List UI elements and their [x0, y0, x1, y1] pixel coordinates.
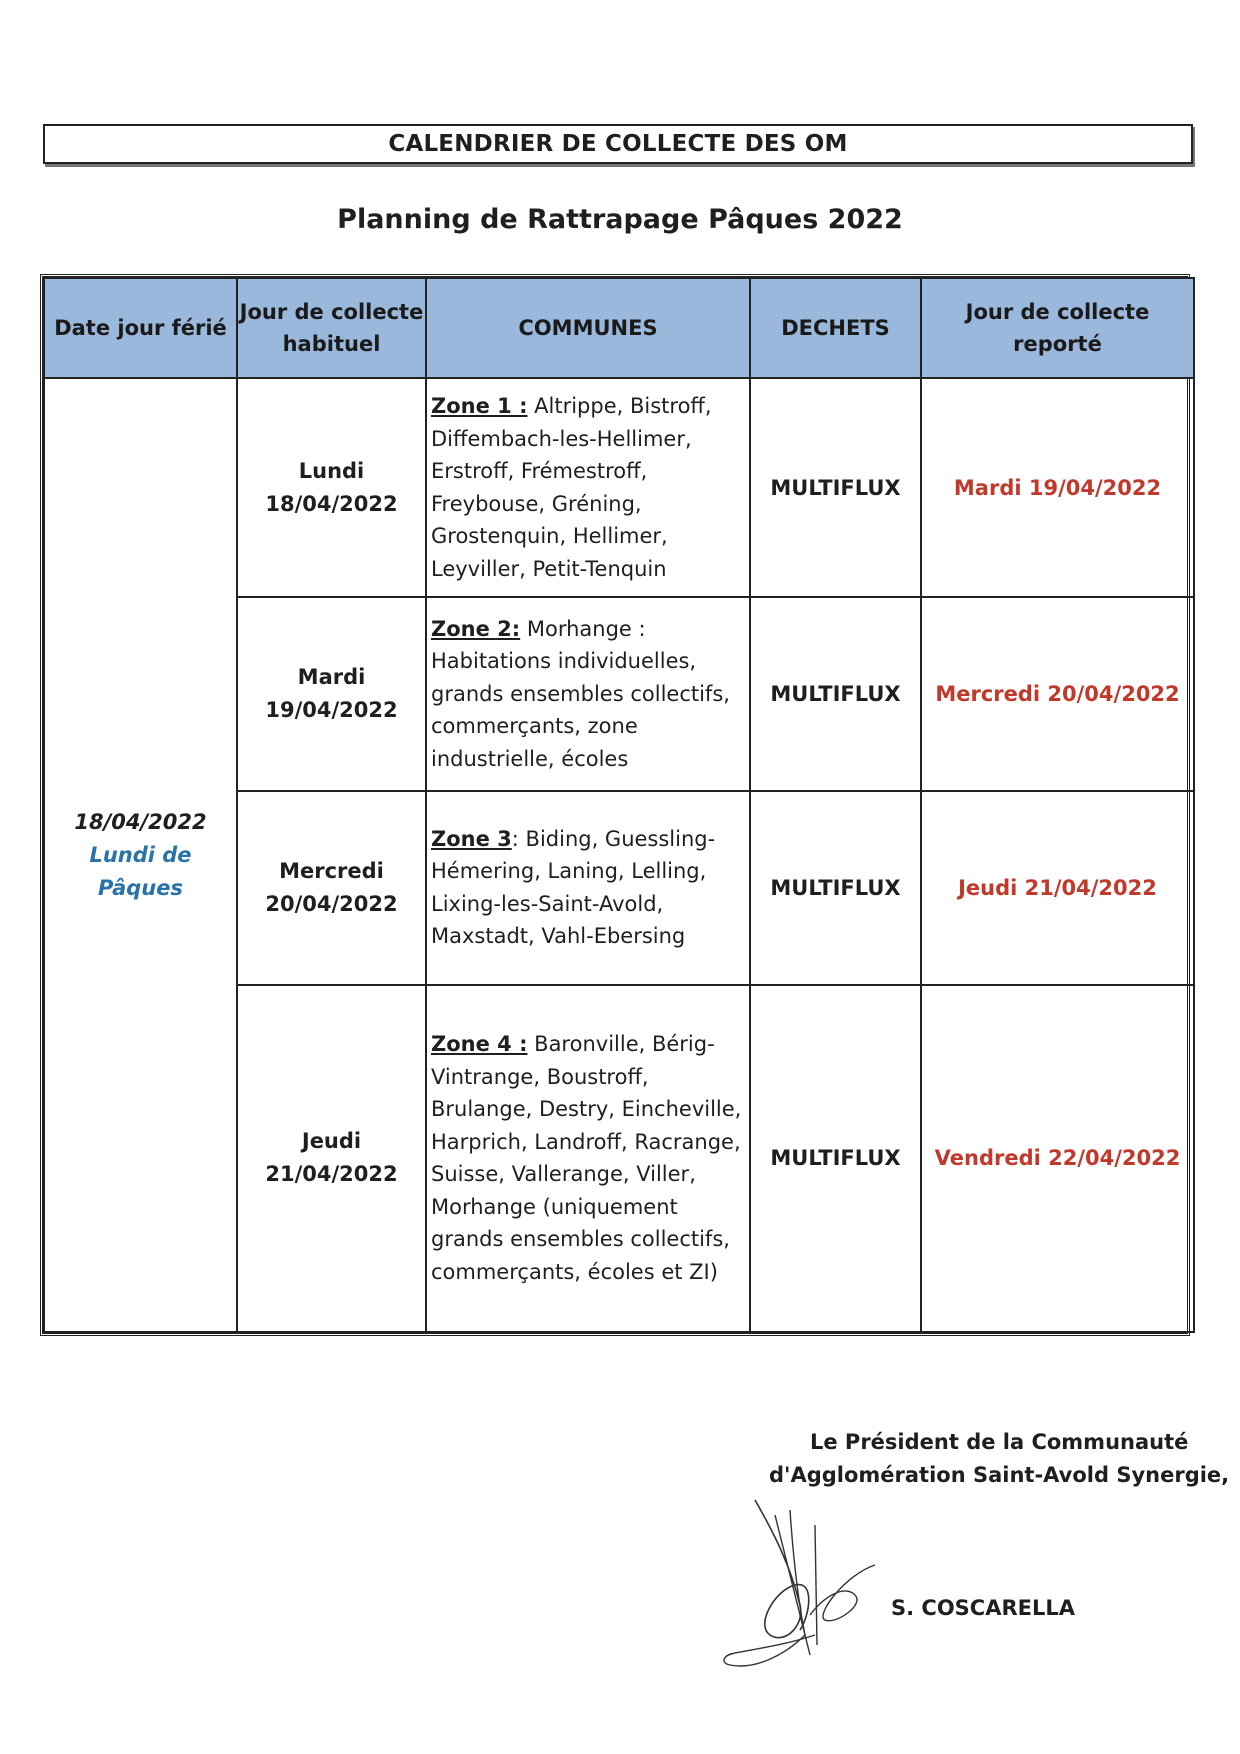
communes-list: Baronville, Bérig-Vintrange, Boustroff, Brulange, Destry, Eincheville, Harprich, Landroff, Racrange, Suisse, Vallerange, Viller, Morhange (uniquement grands ensembles collectifs, commerçants, écoles et ZI) [431, 1032, 742, 1284]
dechets-cell: MULTIFLUX [750, 378, 921, 597]
col-header-jour-reporte: Jour de collecte reporté [921, 278, 1194, 378]
dechets-cell: MULTIFLUX [750, 985, 921, 1332]
usual-date: 20/04/2022 [265, 891, 398, 916]
banner-title: CALENDRIER DE COLLECTE DES OM [388, 131, 848, 157]
holiday-name: Lundi de Pâques [89, 842, 192, 900]
zone-label: Zone 3 [431, 826, 512, 851]
zone-label: Zone 4 : [431, 1032, 528, 1057]
schedule-table [43, 277, 1195, 1333]
reported-day-cell: Mardi 19/04/2022 [921, 378, 1194, 597]
document-subtitle: Planning de Rattrapage Pâques 2022 [337, 204, 903, 235]
col-header-jour-habituel: Jour de collecte habituel [237, 278, 426, 378]
communes-cell [426, 985, 750, 1332]
col-header-date-ferie: Date jour férié [44, 278, 237, 378]
communes-list: : Biding, Guessling-Hémering, Laning, Lelling, Lixing-les-Saint-Avold, Maxstadt, Vahl-Ebersing [431, 826, 716, 949]
communes-cell [426, 378, 750, 597]
usual-day: Mercredi [279, 858, 384, 883]
schedule-table-frame [40, 274, 1190, 1336]
zone-label: Zone 2: [431, 616, 521, 641]
reported-day-cell: Jeudi 21/04/2022 [921, 791, 1194, 985]
dechets-cell: MULTIFLUX [750, 597, 921, 791]
reported-day-cell: Vendredi 22/04/2022 [921, 985, 1194, 1332]
table-row [44, 378, 1194, 597]
signatory-title-line2: d'Agglomération Saint-Avold Synergie, [769, 1463, 1230, 1487]
col-header-dechets: DECHETS [750, 278, 921, 378]
reported-day-cell: Mercredi 20/04/2022 [921, 597, 1194, 791]
document-banner [43, 124, 1193, 164]
usual-day-cell [237, 985, 426, 1332]
usual-day: Lundi [298, 458, 365, 483]
handwritten-signature-icon [715, 1495, 905, 1675]
usual-date: 18/04/2022 [265, 491, 398, 516]
usual-day: Mardi [297, 665, 366, 690]
communes-cell [426, 597, 750, 791]
communes-list: Altrippe, Bistroff, Diffembach-les-Hellimer, Erstroff, Frémestroff, Freybouse, Gréning, Grostenquin, Hellimer, Leyviller, Petit-Tenquin [431, 394, 712, 581]
communes-list: Morhange : Habitations individuelles, grands ensembles collectifs, commerçants, zone industrielle, écoles [431, 616, 730, 771]
zone-label: Zone 1 : [431, 394, 528, 419]
usual-day-cell [237, 597, 426, 791]
usual-date: 19/04/2022 [265, 698, 398, 723]
usual-day-cell [237, 791, 426, 985]
usual-day-cell [237, 378, 426, 597]
col-header-communes: COMMUNES [426, 278, 750, 378]
holiday-cell [44, 378, 237, 1332]
usual-day: Jeudi [301, 1129, 362, 1154]
signatory-name: S. COSCARELLA [891, 1596, 1075, 1620]
table-header-row [44, 278, 1194, 378]
communes-cell [426, 791, 750, 985]
usual-date: 21/04/2022 [265, 1162, 398, 1187]
holiday-date: 18/04/2022 [74, 809, 207, 834]
signatory-title-line1: Le Président de la Communauté [810, 1430, 1189, 1454]
dechets-cell: MULTIFLUX [750, 791, 921, 985]
